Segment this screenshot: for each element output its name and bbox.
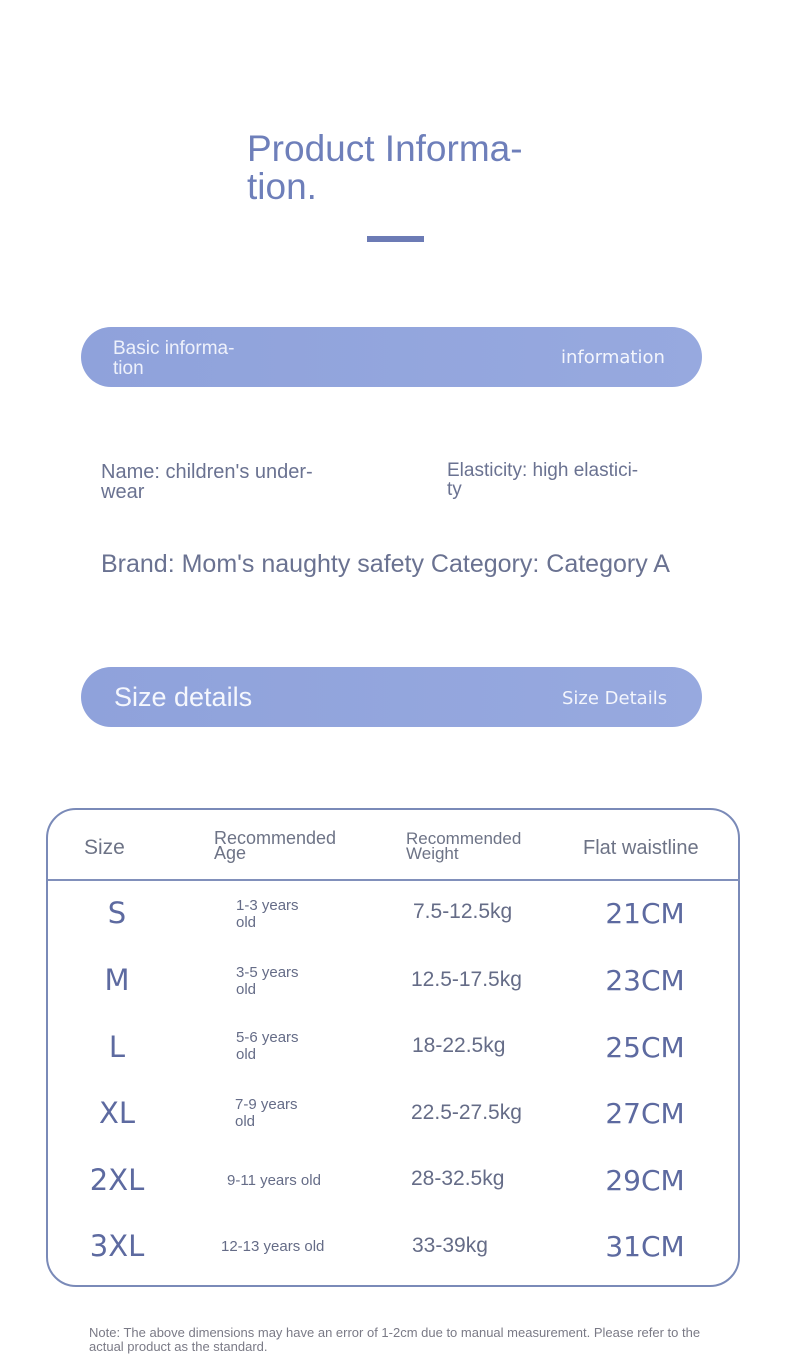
- row-size: S: [107, 896, 127, 930]
- header-age: Recommended Age: [214, 828, 337, 863]
- row-weight: 18-22.5kg: [412, 1034, 506, 1057]
- row-size: XL: [98, 1096, 136, 1130]
- row-size: M: [104, 963, 130, 997]
- row-age: 3-5 years old: [236, 964, 299, 998]
- header-weight: Recommended Weight: [406, 829, 522, 863]
- basic-information-label-en: information: [561, 347, 665, 368]
- row-age: 7-9 years old: [235, 1096, 298, 1130]
- row-waist: 29CM: [605, 1164, 685, 1197]
- row-size: 2XL: [89, 1163, 145, 1197]
- row-weight: 7.5-12.5kg: [413, 900, 513, 923]
- table-header-divider: [48, 879, 740, 881]
- row-weight: 33-39kg: [412, 1234, 488, 1257]
- row-waist: 21CM: [605, 897, 685, 930]
- page-title: Product Informa- tion.: [247, 128, 523, 207]
- measurement-note: Note: The above dimensions may have an error of 1-2cm due to manual measurement. Please refer to the actual product as the standard.: [89, 1325, 701, 1354]
- row-weight: 22.5-27.5kg: [411, 1101, 522, 1124]
- row-waist: 27CM: [605, 1097, 685, 1130]
- row-age: 12-13 years old: [221, 1238, 325, 1255]
- size-details-label: Size details: [114, 682, 253, 712]
- size-details-label-en: Size Details: [562, 688, 668, 709]
- row-age: 5-6 years old: [236, 1029, 299, 1063]
- basic-information-label: Basic informa- tion: [113, 338, 235, 379]
- row-size: 3XL: [89, 1229, 145, 1263]
- header-waist: Flat waistline: [583, 837, 699, 859]
- product-name: Name: children's under- wear: [101, 461, 313, 503]
- row-size: L: [108, 1030, 126, 1064]
- title-underline: [367, 236, 424, 242]
- product-brand-category: Brand: Mom's naughty safety Category: Category A: [101, 550, 670, 578]
- row-age: 9-11 years old: [227, 1172, 321, 1189]
- header-size: Size: [84, 836, 125, 859]
- row-age: 1-3 years old: [236, 897, 299, 931]
- row-waist: 23CM: [605, 964, 685, 997]
- row-weight: 12.5-17.5kg: [411, 968, 522, 991]
- row-waist: 25CM: [605, 1031, 685, 1064]
- row-weight: 28-32.5kg: [411, 1167, 505, 1190]
- row-waist: 31CM: [605, 1230, 685, 1263]
- product-elasticity: Elasticity: high elastici- ty: [447, 460, 639, 500]
